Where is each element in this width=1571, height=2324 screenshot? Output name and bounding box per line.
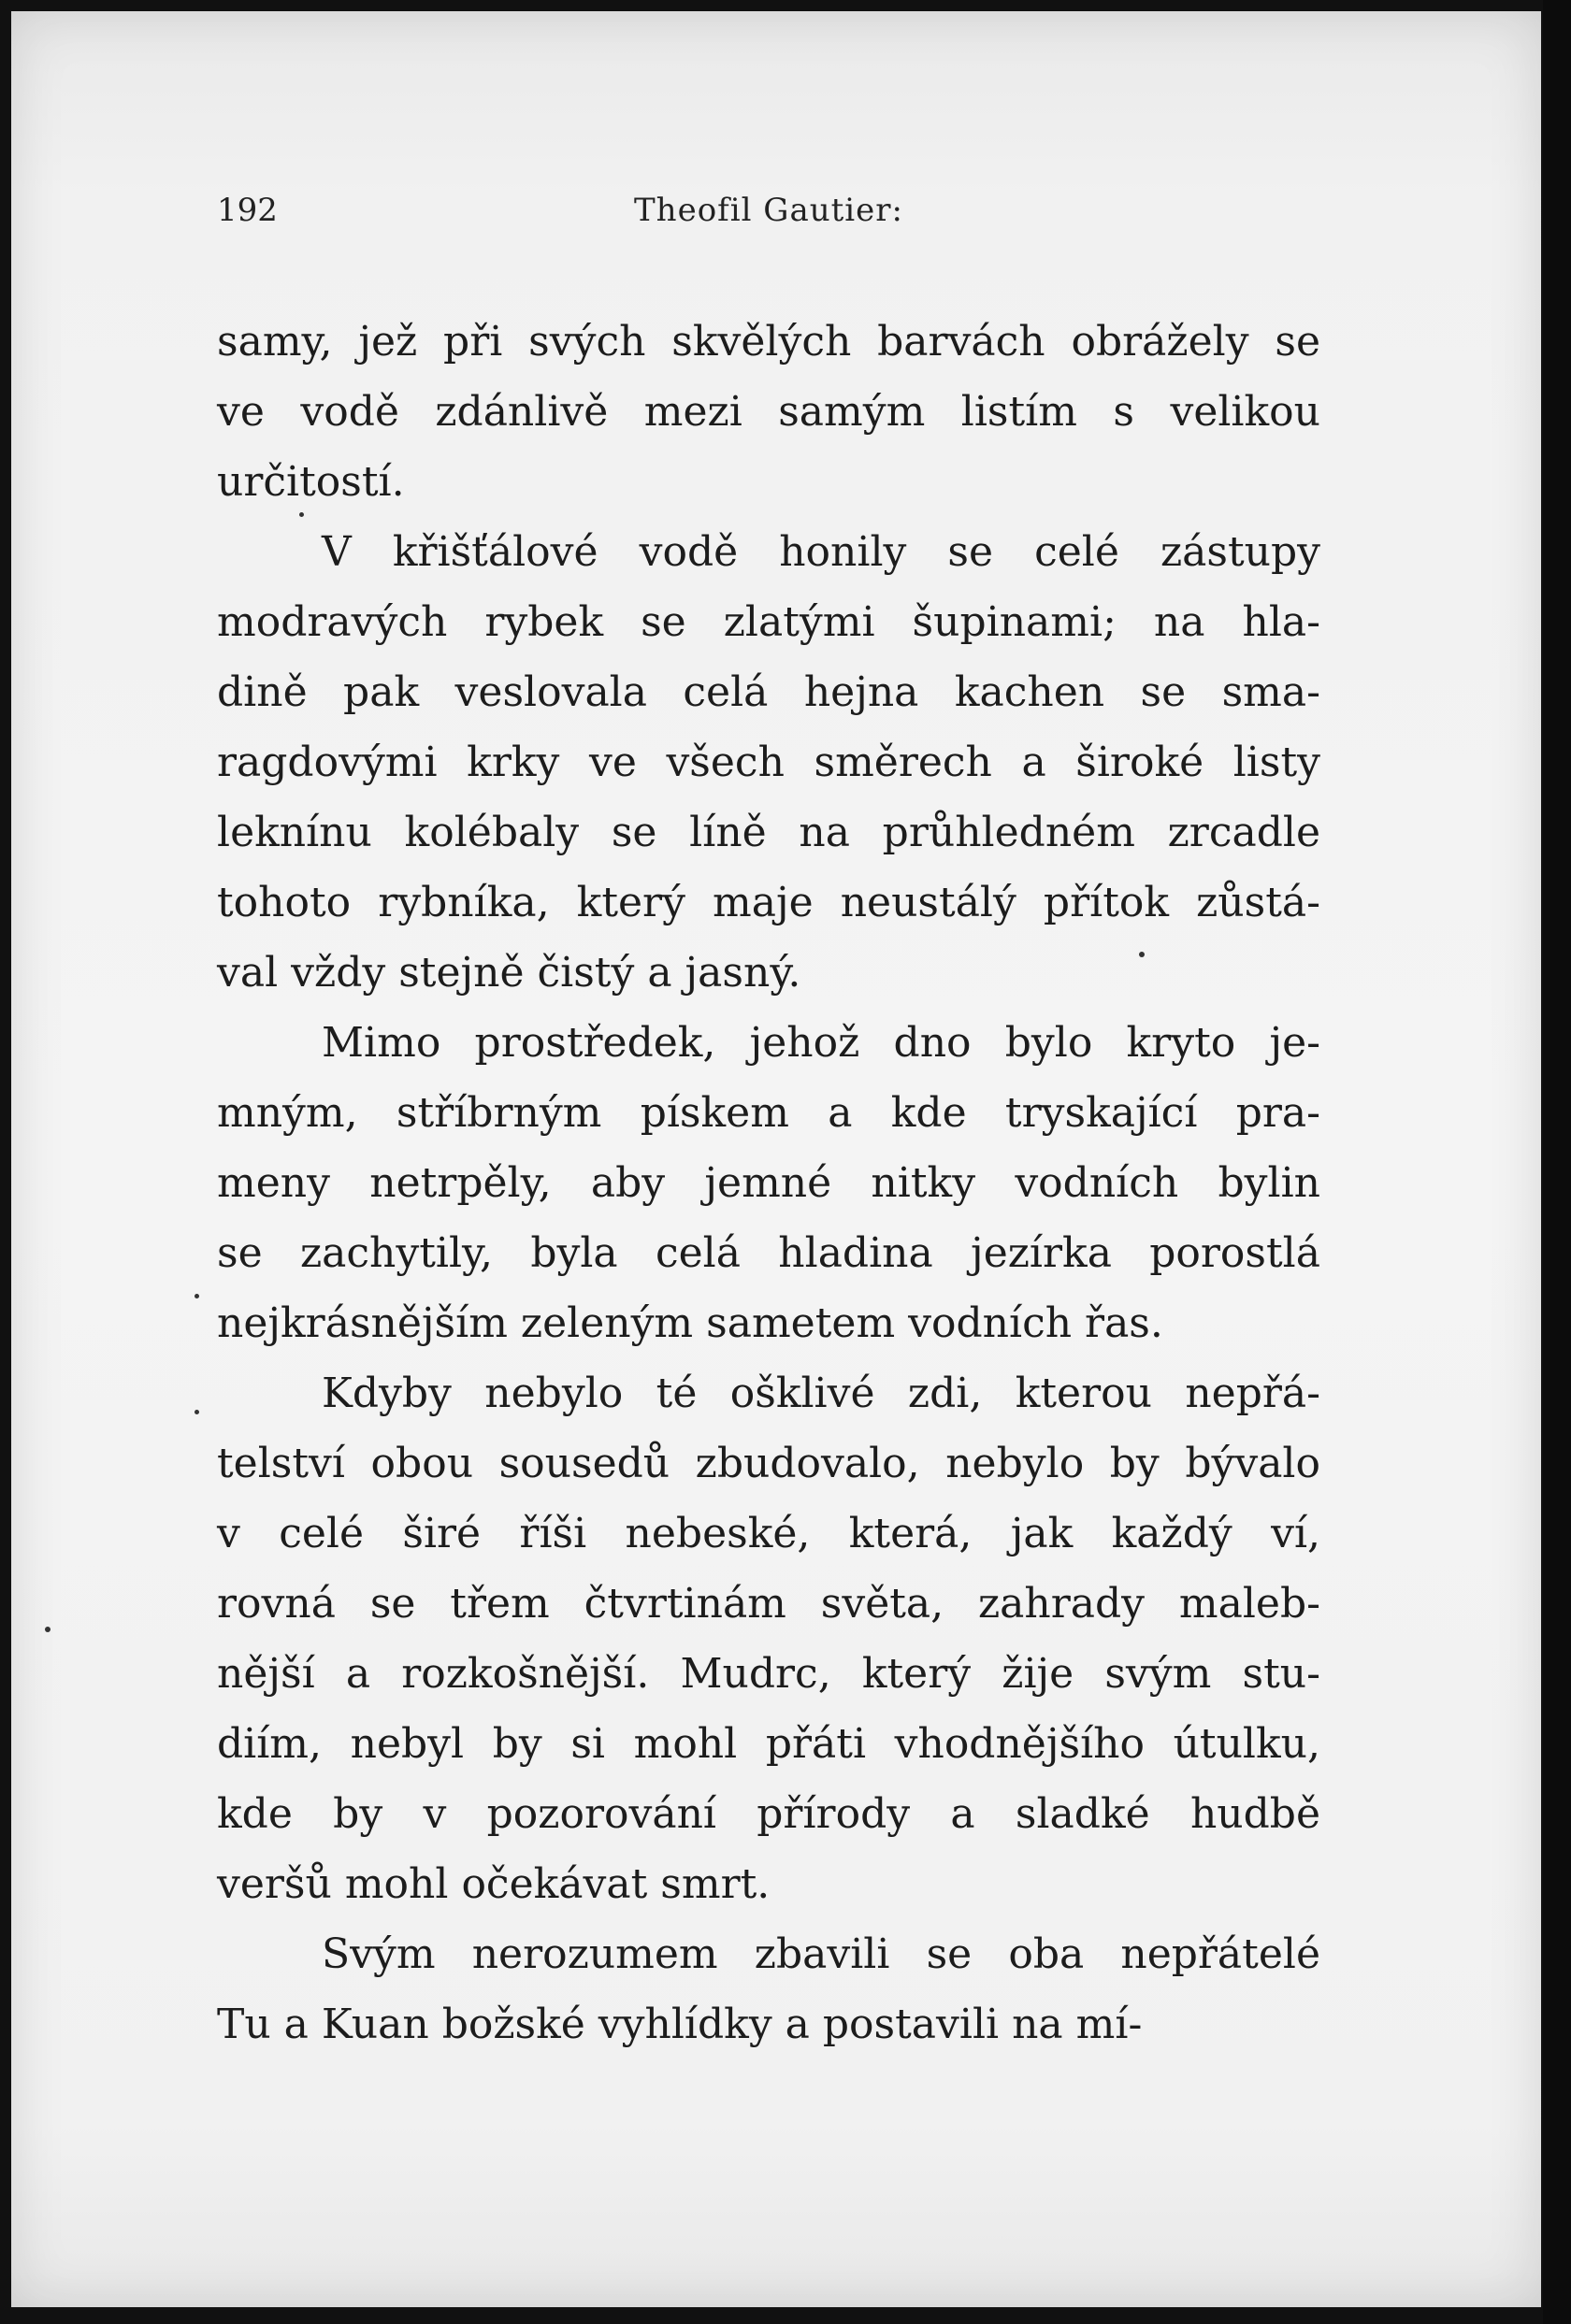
text-line: dině pak veslovala celá hejna kachen se sma- xyxy=(217,668,1320,716)
paragraph xyxy=(217,1008,1320,1358)
text-line: nejkrásnějším zeleným sametem vodních řas. xyxy=(217,1299,1163,1347)
text-line: samy, jež při svých skvělých barvách obrážely se xyxy=(217,318,1320,366)
text-line: leknínu kolébaly se líně na průhledném zrcadle xyxy=(217,809,1320,856)
page-header xyxy=(217,192,1320,238)
text-line: ragdovými krky ve všech směrech a široké listy xyxy=(217,739,1320,786)
text-line: v celé širé říši nebeské, která, jak každý ví, xyxy=(217,1510,1320,1557)
text-line: veršů mohl očekávat smrt. xyxy=(217,1860,771,1908)
text-line: ve vodě zdánlivě mezi samým listím s velikou xyxy=(217,388,1320,436)
text-line: Svým nerozumem zbavili se oba nepřátelé xyxy=(322,1930,1320,1978)
text-line: Kdyby nebylo té ošklivé zdi, kterou nepřá- xyxy=(322,1370,1320,1417)
text-line: rovná se třem čtvrtinám světa, zahrady maleb- xyxy=(217,1580,1320,1628)
page-number: 192 xyxy=(217,192,278,229)
text-line: val vždy stejně čistý a jasný. xyxy=(217,949,801,997)
text-line: modravých rybek se zlatými šupinami; na hla- xyxy=(217,598,1320,646)
body-text xyxy=(217,307,1320,2059)
text-line: Tu a Kuan božské vyhlídky a postavili na mí- xyxy=(217,2001,1143,2048)
paragraph xyxy=(217,517,1320,1008)
text-line: mným, stříbrným pískem a kde tryskající pra- xyxy=(217,1089,1320,1137)
text-line: určitostí. xyxy=(217,458,405,506)
paragraph xyxy=(217,307,1320,517)
ink-speck xyxy=(195,1410,199,1414)
paragraph xyxy=(217,1919,1320,2059)
paragraph xyxy=(217,1358,1320,1919)
text-line: tohoto rybníka, který maje neustálý přítok zůstá- xyxy=(217,879,1320,926)
ink-speck xyxy=(195,1294,199,1298)
text-line: diím, nebyl by si mohl přáti vhodnějšího útulku, xyxy=(217,1720,1320,1768)
scan-edge xyxy=(1543,0,1571,2324)
text-line: Mimo prostředek, jehož dno bylo kryto je- xyxy=(322,1019,1320,1067)
text-line: se zachytily, byla celá hladina jezírka porostlá xyxy=(217,1229,1320,1277)
text-line: telství obou sousedů zbudovalo, nebylo by bývalo xyxy=(217,1440,1320,1487)
text-line: meny netrpěly, aby jemné nitky vodních bylin xyxy=(217,1159,1320,1207)
text-line: kde by v pozorování přírody a sladké hudbě xyxy=(217,1790,1320,1838)
text-line: V křišťálové vodě honily se celé zástupy xyxy=(322,528,1320,576)
running-head: Theofil Gautier: xyxy=(634,192,903,229)
ink-speck xyxy=(45,1627,50,1632)
text-line: nější a rozkošnější. Mudrc, který žije svým stu- xyxy=(217,1650,1320,1698)
